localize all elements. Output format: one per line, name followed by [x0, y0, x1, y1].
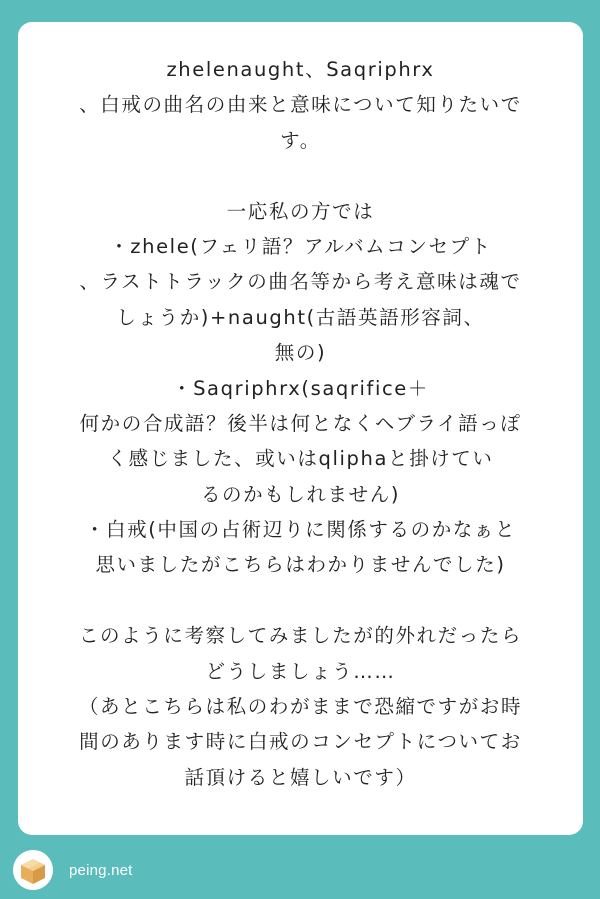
question-line: ・白戒(中国の占術辺りに関係するのかなぁと [84, 518, 517, 542]
question-line: ・Saqriphrx(saqrifice＋ [171, 376, 430, 400]
question-line: 無の) [274, 341, 327, 365]
question-line: 一応私の方では [226, 199, 375, 223]
question-line: す。 [280, 128, 321, 152]
question-line: zhelenaught、Saqriphrx [166, 58, 435, 81]
question-line: どうしましょう…… [205, 659, 396, 683]
peing-box-logo-icon[interactable] [13, 850, 53, 890]
question-line [42, 158, 559, 193]
question-line: 、白戒の曲名の由来と意味について知りたいで [79, 93, 522, 117]
question-line: 話頂けると嬉しいです） [184, 765, 417, 789]
question-line: るのかもしれません) [200, 482, 401, 506]
question-line: 何かの合成語？後半は何となくヘブライ語っぽ [79, 411, 522, 435]
question-line: 思いましたがこちらはわかりませんでした) [95, 553, 506, 577]
question-line: 、ラストトラックの曲名等から考え意味は魂で [79, 270, 522, 294]
question-line: （あとこちらは私のわがままで恐縮ですがお時 [78, 695, 523, 719]
question-line: このように考察してみましたが的外れだったら [78, 624, 523, 648]
question-card [18, 22, 583, 835]
question-line: く感じました、或いはqliphaと掛けてい [107, 447, 494, 471]
footer [13, 850, 133, 890]
brand-link[interactable]: peing.net [69, 861, 133, 879]
question-line: 間のあります時に白戒のコンセプトについてお [79, 730, 522, 754]
question-line [42, 583, 559, 618]
question-text [42, 52, 559, 795]
question-line: ・zhele(フェリ語？アルバムコンセプト [109, 234, 492, 258]
question-line: しょうか)+naught(古語英語形容詞、 [116, 305, 485, 329]
